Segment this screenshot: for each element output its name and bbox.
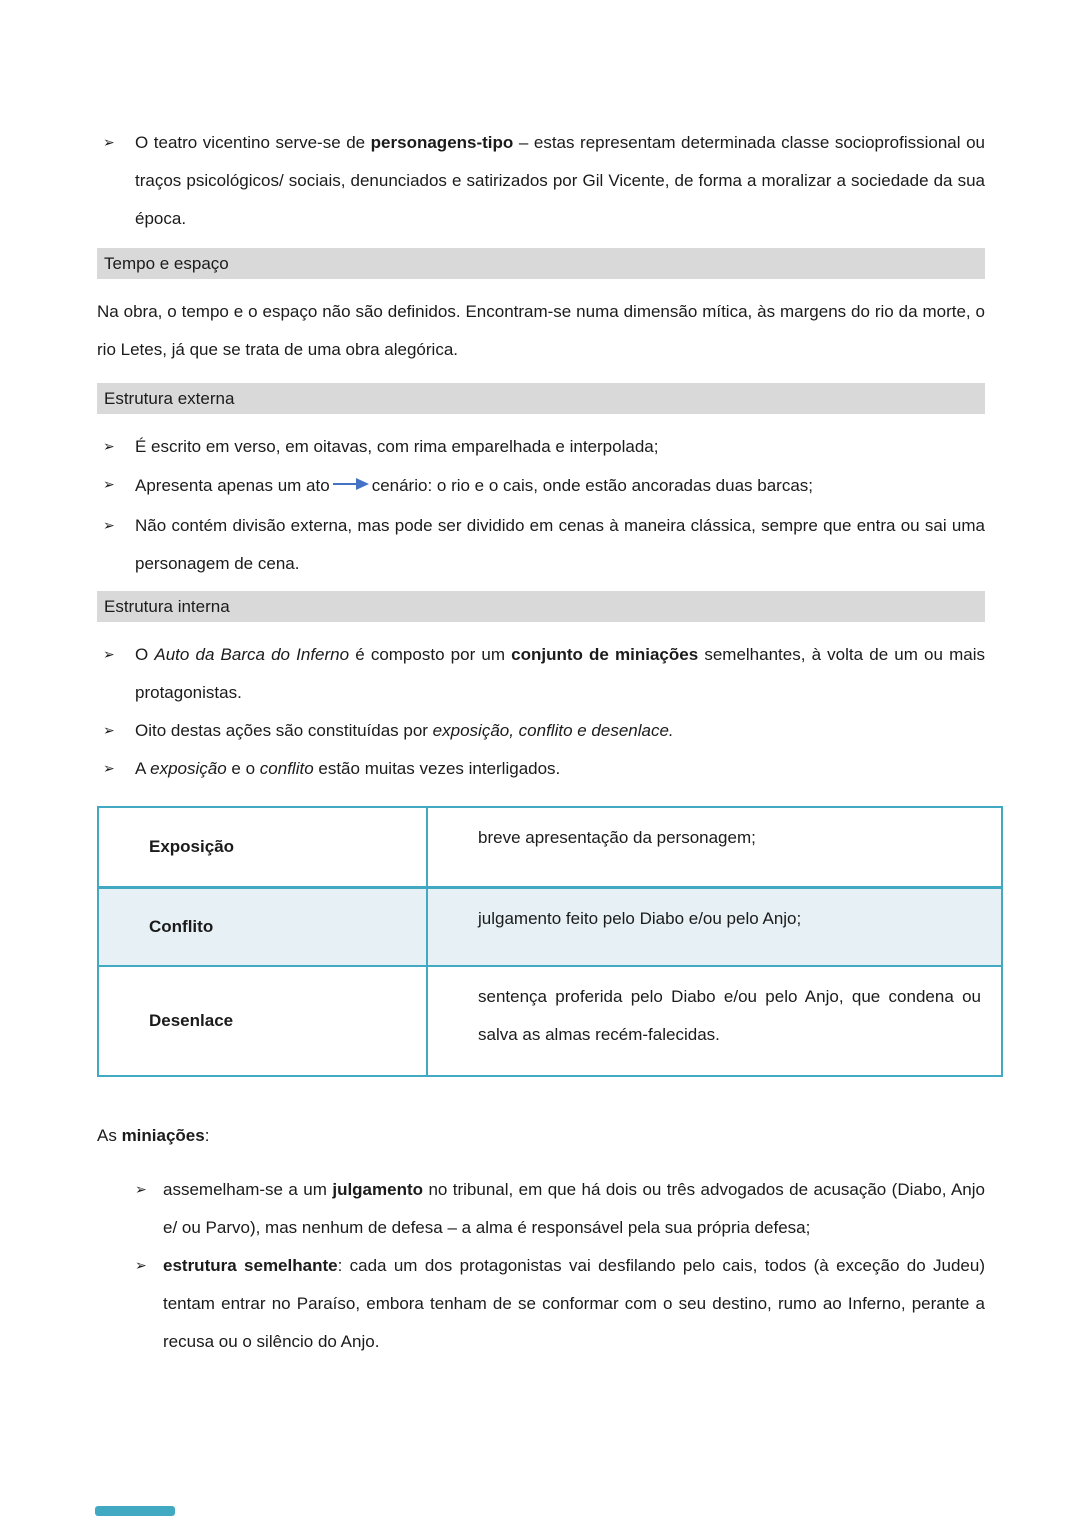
text-run: A xyxy=(135,759,151,778)
text-run-bold: personagens-tipo xyxy=(370,133,514,152)
text-run-italic: exposição, conflito e desenlace. xyxy=(432,721,674,740)
table-cell-label: Conflito xyxy=(98,888,427,967)
text-run: Apresenta apenas um ato xyxy=(135,475,330,495)
bullet-list-estrutura-externa xyxy=(97,428,985,583)
text-run-italic: conflito xyxy=(259,759,314,778)
table-cell-desc: julgamento feito pelo Diabo e/ou pelo Anjo; xyxy=(427,888,1002,967)
text-run: é composto por um xyxy=(349,645,512,664)
right-arrow-icon xyxy=(333,466,369,504)
bullet-list-miniacoes xyxy=(97,1171,985,1361)
arrowhead-bullet-icon: ➢ xyxy=(103,477,115,493)
table-row-exposicao xyxy=(98,807,1002,888)
text-run-italic: Auto da Barca do Inferno xyxy=(154,645,350,664)
section-heading-estrutura-externa: Estrutura externa xyxy=(97,383,985,414)
bullet-item xyxy=(97,507,985,583)
bullet-text xyxy=(163,1247,985,1361)
structure-table xyxy=(97,806,1003,1077)
arrowhead-bullet-icon: ➢ xyxy=(103,647,115,663)
text-run-bold: julgamento xyxy=(332,1180,424,1199)
bullet-item xyxy=(97,750,985,788)
text-run: semelhantes, à volta de um ou mais protagonistas. xyxy=(135,645,985,702)
arrowhead-bullet-icon: ➢ xyxy=(103,439,115,455)
bullet-text xyxy=(135,750,985,788)
bullet-item xyxy=(135,1247,985,1361)
bullet-text xyxy=(135,428,985,466)
table-row-conflito xyxy=(98,888,1002,967)
text-run: assemelham-se a um xyxy=(163,1180,333,1199)
section-heading-tempo-e-espaco: Tempo e espaço xyxy=(97,248,985,279)
bullet-item xyxy=(135,1171,985,1247)
text-run: cenário: o rio e o cais, onde estão ancoradas duas barcas; xyxy=(371,475,814,495)
text-run: : xyxy=(204,1126,210,1145)
bullet-item xyxy=(97,428,985,466)
next-table-cutoff-border xyxy=(95,1506,175,1516)
text-run: É escrito em verso, em oitavas, com rima emparelhada e interpolada; xyxy=(135,437,659,456)
table-row-desenlace xyxy=(98,966,1002,1076)
bullet-text xyxy=(135,466,985,507)
text-run-italic: exposição xyxy=(150,759,227,778)
text-run: O xyxy=(135,645,155,664)
bullet-text xyxy=(135,712,985,750)
text-run: Não contém divisão externa, mas pode ser dividido em cenas à maneira clássica, sempre que entra ou sai uma personagem de cena. xyxy=(135,516,985,573)
arrowhead-bullet-icon: ➢ xyxy=(103,761,115,777)
text-run: Oito destas ações são constituídas por xyxy=(135,721,433,740)
table-cell-desc: breve apresentação da personagem; xyxy=(427,807,1002,888)
text-run: no tribunal, em que há dois ou três advogados de acusação (Diabo, Anjo e/ ou Parvo), mas nenhum de defesa – a alma é responsável pela sua própria defesa; xyxy=(163,1180,985,1237)
arrowhead-bullet-icon: ➢ xyxy=(103,518,115,534)
table-cell-label: Desenlace xyxy=(98,966,427,1076)
text-run-bold: estrutura semelhante xyxy=(163,1256,338,1275)
bullet-item xyxy=(97,636,985,712)
text-run-bold: miniações xyxy=(121,1126,205,1145)
text-run: As xyxy=(97,1126,122,1145)
bullet-text xyxy=(135,124,985,238)
arrowhead-bullet-icon: ➢ xyxy=(135,1182,147,1198)
bullet-text xyxy=(135,507,985,583)
table-cell-label: Exposição xyxy=(98,807,427,888)
arrowhead-bullet-icon: ➢ xyxy=(135,1258,147,1274)
text-run: e o xyxy=(226,759,260,778)
bullet-item-personagens-tipo xyxy=(97,124,985,238)
text-run-bold: conjunto de miniações xyxy=(511,645,699,664)
text-run: : cada um dos protagonistas vai desfilando pelo cais, todos (à exceção do Judeu) tentam entrar no Paraíso, embora tenham de se conformar com o seu destino, rumo ao Inferno, perante a recusa ou o silêncio do Anjo. xyxy=(163,1256,985,1351)
text-run: O teatro vicentino serve-se de xyxy=(135,133,371,152)
paragraph-tempo-e-espaco: Na obra, o tempo e o espaço não são definidos. Encontram-se numa dimensão mítica, às margens do rio da morte, o rio Letes, já que se trata de uma obra alegórica. xyxy=(97,302,985,359)
arrowhead-bullet-icon: ➢ xyxy=(103,723,115,739)
document-content xyxy=(97,0,985,1361)
section-heading-estrutura-interna: Estrutura interna xyxy=(97,591,985,622)
table-cell-desc: sentença proferida pelo Diabo e/ou pelo Anjo, que condena ou salva as almas recém-falecidas. xyxy=(427,966,1002,1076)
bullet-text xyxy=(135,636,985,712)
miniacoes-title xyxy=(97,1117,985,1155)
text-run: estão muitas vezes interligados. xyxy=(313,759,561,778)
text-run: – estas representam determinada classe socioprofissional ou traços psicológicos/ sociais, denunciados e satirizados por Gil Vicente, de forma a moralizar a sociedade da sua época. xyxy=(135,133,985,228)
bullet-item xyxy=(97,466,985,507)
bullet-text xyxy=(163,1171,985,1247)
bullet-item xyxy=(97,712,985,750)
arrowhead-bullet-icon: ➢ xyxy=(103,135,115,151)
bullet-list-estrutura-interna xyxy=(97,636,985,788)
